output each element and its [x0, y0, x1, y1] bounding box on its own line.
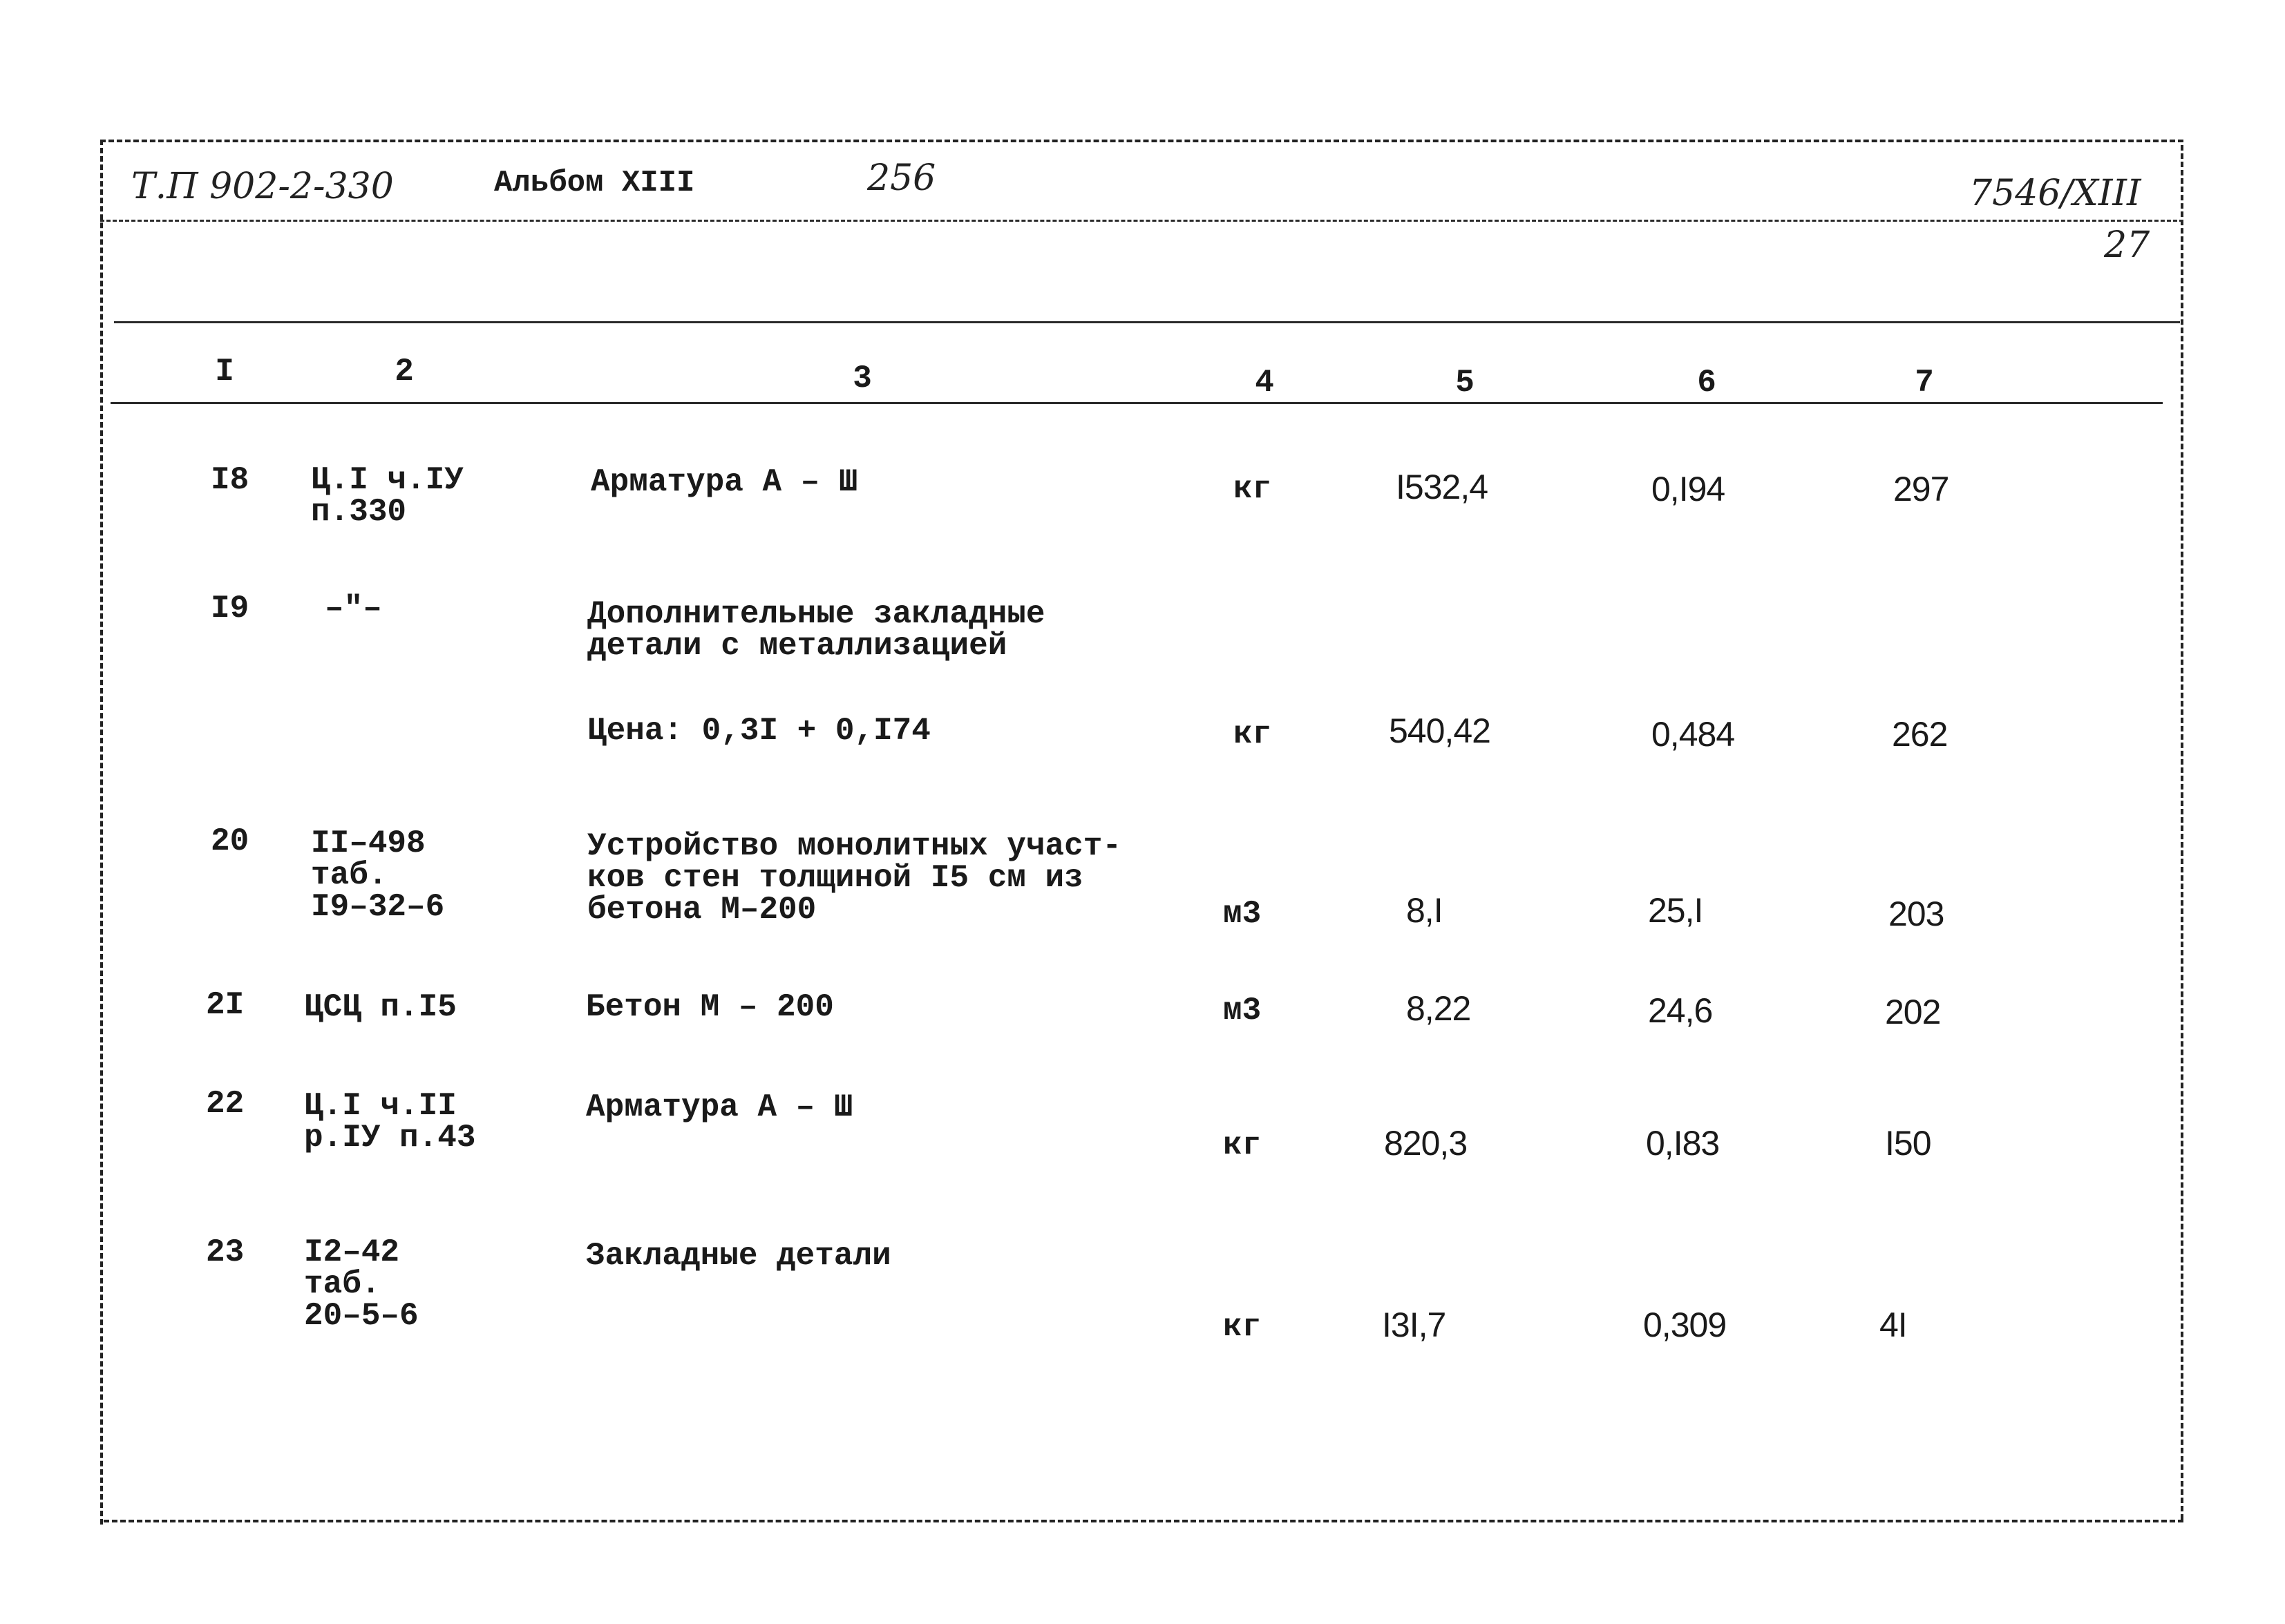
row-name: Арматура А – Ш	[591, 464, 858, 500]
column-header-line	[111, 402, 2163, 404]
page-number: 256	[867, 157, 936, 199]
column-header-7: 7	[1915, 365, 1934, 401]
row-price: 0,I94	[1651, 470, 1725, 508]
column-header-3: 3	[853, 361, 872, 397]
row-reference: Ц.I ч.IУ п.330	[311, 462, 464, 530]
row-name: Закладные детали	[586, 1238, 891, 1274]
row-quantity: I3I,7	[1382, 1306, 1446, 1344]
row-unit: кг	[1223, 1309, 1262, 1345]
row-unit: кг	[1233, 471, 1272, 507]
row-sum: 4I	[1879, 1306, 1907, 1344]
row-unit: кг	[1223, 1127, 1262, 1163]
row-sum: 262	[1892, 715, 1948, 754]
frame-bottom-border	[104, 1520, 2183, 1522]
row-number: I8	[211, 462, 249, 498]
row-price: 25,I	[1648, 891, 1703, 930]
row-unit: м3	[1223, 896, 1262, 932]
row-reference: I2–42 таб. 20–5–6	[304, 1234, 419, 1334]
row-price: 0,I83	[1646, 1124, 1720, 1163]
row-quantity: 8,I	[1406, 891, 1443, 930]
row-number: I9	[211, 591, 249, 627]
row-unit: кг	[1233, 716, 1272, 752]
row-unit: м3	[1223, 993, 1262, 1029]
header-underline	[100, 220, 2183, 222]
row-sum: 202	[1885, 993, 1941, 1031]
album-label: Альбом XIII	[494, 166, 695, 200]
column-header-4: 4	[1255, 365, 1274, 401]
row-number: 23	[206, 1234, 245, 1270]
table-top-line	[114, 321, 2180, 323]
row-number: 2I	[206, 987, 245, 1023]
project-number: Т.П 902-2-330	[131, 166, 394, 207]
row-price: 24,6	[1648, 991, 1713, 1030]
row-reference: –"–	[325, 591, 382, 627]
row-reference: ЦСЦ п.I5	[304, 989, 457, 1025]
column-header-2: 2	[395, 354, 414, 390]
row-quantity: 540,42	[1389, 711, 1490, 750]
row-name: Бетон М – 200	[586, 989, 834, 1025]
row-price: 0,309	[1643, 1306, 1727, 1344]
row-price-formula: Цена: 0,3I + 0,I74	[587, 713, 931, 749]
frame-left-border	[100, 140, 103, 1525]
row-sum: 203	[1888, 895, 1944, 933]
sheet-mark: 27	[2104, 225, 2150, 266]
row-name: Устройство монолитных участ- ков стен толщиной I5 см из бетона М–200	[587, 828, 1121, 928]
row-reference: Ц.I ч.II р.IУ п.43	[304, 1088, 476, 1156]
row-price: 0,484	[1651, 715, 1735, 754]
row-sum: 297	[1893, 470, 1949, 508]
row-name: Дополнительные закладные детали с металлизацией	[587, 596, 1045, 664]
row-quantity: I532,4	[1396, 468, 1488, 506]
row-number: 22	[206, 1086, 245, 1122]
column-header-6: 6	[1697, 365, 1716, 401]
document-code: 7546/XIII	[1969, 173, 2141, 214]
row-quantity: 8,22	[1406, 989, 1471, 1028]
row-reference: II–498 таб. I9–32–6	[311, 825, 445, 925]
row-sum: I50	[1885, 1124, 1931, 1163]
frame-right-border	[2181, 145, 2183, 1520]
row-number: 20	[211, 823, 249, 859]
row-quantity: 820,3	[1384, 1124, 1468, 1163]
frame-top-border	[100, 140, 2183, 142]
row-name: Арматура А – Ш	[586, 1089, 853, 1125]
column-header-1: I	[215, 354, 234, 390]
column-header-5: 5	[1455, 365, 1475, 401]
